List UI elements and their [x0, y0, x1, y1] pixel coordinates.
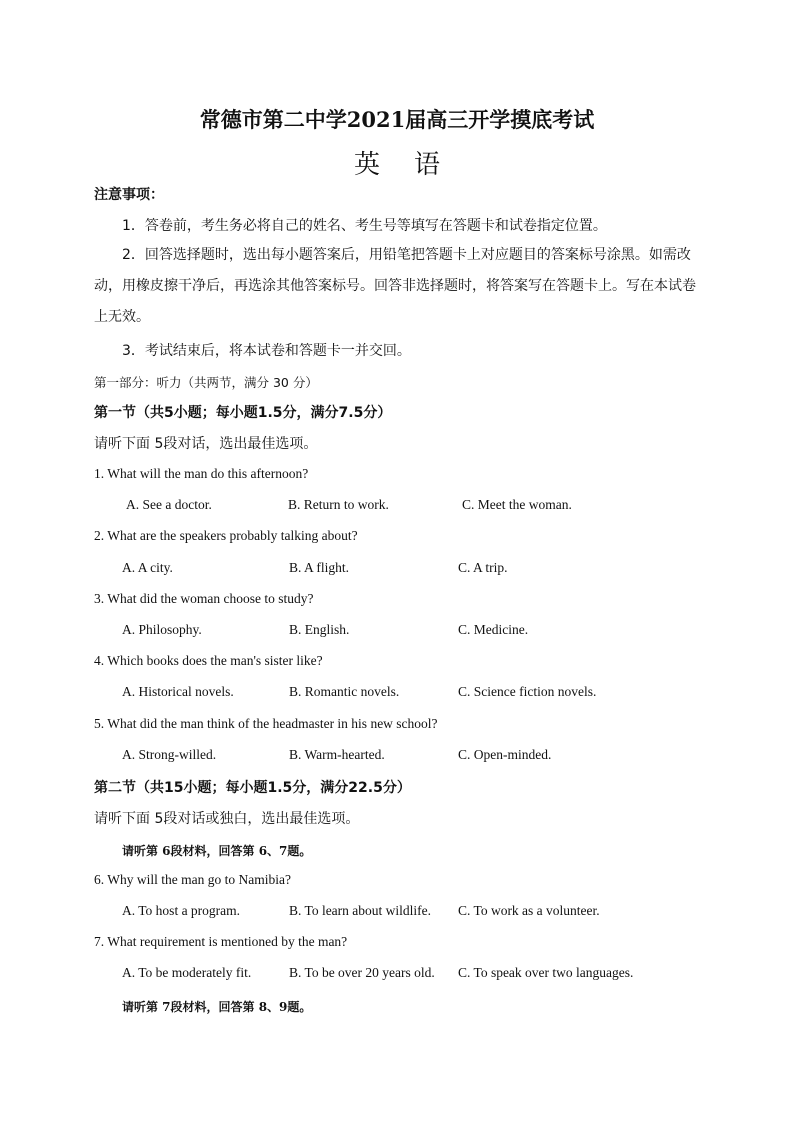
section2-instruction: 请听下面 5段对话或独白，选出最佳选项。	[94, 811, 360, 827]
part1-heading: 第一部分：听力（共两节，满分 30 分）	[94, 375, 318, 390]
notice-item-2: 2．回答选择题时，选出每小题答案后，用铅笔把答题卡上对应题目的答案标号涂黑。如需改动，用橡皮擦干净后，再选涂其他答案标号。回答非选择题时，将答案写在答题卡上。写在本试卷上无效。	[94, 247, 696, 325]
option-c: C. Meet the woman.	[462, 497, 572, 512]
option-a: A. To be moderately fit.	[122, 965, 252, 980]
section1-heading: 第一节（共5小题；每小题1.5分，满分7.5分）	[94, 405, 392, 421]
option-a: A. Philosophy.	[122, 622, 202, 637]
option-b: B. To be over 20 years old.	[289, 965, 435, 980]
question-stem: 3. What did the woman choose to study?	[94, 591, 314, 606]
option-c: C. Science fiction novels.	[458, 684, 597, 699]
question-stem: 1. What will the man do this afternoon?	[94, 466, 309, 481]
option-c: C. Open-minded.	[458, 747, 552, 762]
option-c: C. A trip.	[458, 560, 508, 575]
material-note: 请听第 7段材料，回答第 8、9题。	[122, 1000, 312, 1014]
option-b: B. Warm-hearted.	[289, 747, 385, 762]
section2-heading: 第二节（共15小题；每小题1.5分，满分22.5分）	[94, 780, 411, 796]
option-b: B. English.	[289, 622, 350, 637]
question-stem: 4. Which books does the man's sister like?	[94, 653, 323, 668]
option-a: A. To host a program.	[122, 903, 241, 918]
material-note: 请听第 6段材料，回答第 6、7题。	[122, 844, 312, 858]
option-c: C. To speak over two languages.	[458, 965, 634, 980]
subject-title: 英语	[353, 150, 474, 180]
question-stem: 2. What are the speakers probably talking about?	[94, 528, 358, 543]
section1-instruction: 请听下面 5段对话，选出最佳选项。	[94, 436, 318, 452]
notice-heading: 注意事项：	[94, 187, 164, 203]
option-a: A. Strong-willed.	[122, 747, 217, 762]
question-stem: 6. Why will the man go to Namibia?	[94, 872, 291, 887]
option-a: A. See a doctor.	[126, 497, 212, 512]
option-b: B. Return to work.	[288, 497, 389, 512]
question-stem: 5. What did the man think of the headmaster in his new school?	[94, 716, 438, 731]
option-b: B. Romantic novels.	[289, 684, 400, 699]
exam-title: 常德市第二中学2021届高三开学摸底考试	[199, 107, 595, 132]
option-b: B. To learn about wildlife.	[289, 903, 432, 918]
notice-item-3: 3．考试结束后，将本试卷和答题卡一并交回。	[122, 343, 411, 359]
option-b: B. A flight.	[289, 560, 350, 575]
option-c: C. To work as a volunteer.	[458, 903, 600, 918]
question-stem: 7. What requirement is mentioned by the man?	[94, 934, 348, 949]
notice-item-1: 1．答卷前，考生务必将自己的姓名、考生号等填写在答题卡和试卷指定位置。	[122, 218, 607, 234]
option-a: A. A city.	[122, 560, 173, 575]
option-c: C. Medicine.	[458, 622, 529, 637]
option-a: A. Historical novels.	[122, 684, 234, 699]
